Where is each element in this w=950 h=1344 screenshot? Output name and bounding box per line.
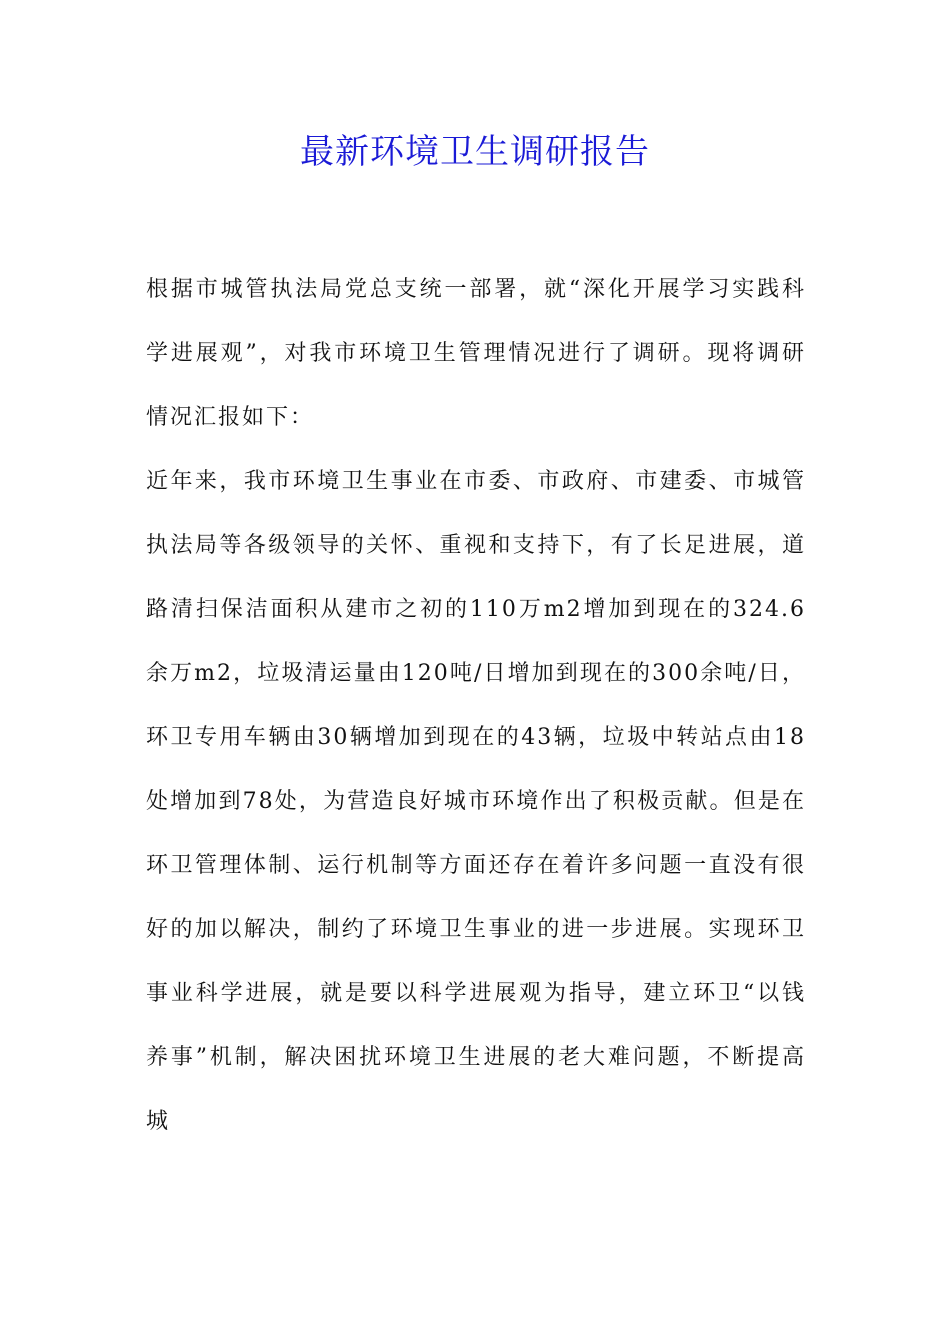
paragraph-main: 近年来，我市环境卫生事业在市委、市政府、市建委、市城管执法局等各级领导的关怀、重视和支持下，有了长足进展，道路清扫保洁面积从建市之初的110万m2增加到现在的324.6余万m2，垃圾清运量由120吨/日增加到现在的300余吨/日，环卫专用车辆由30辆增加到现在的43辆，垃圾中转站点由18处增加到78处，为营造良好城市环境作出了积极贡献。但是在环卫管理体制、运行机制等方面还存在着许多问题一直没有很好的加以解决，制约了环境卫生事业的进一步进展。实现环卫事业科学进展，就是要以科学进展观为指导，建立环卫“以钱养事”机制，解决困扰环境卫生进展的老大难问题，不断提高城: [146, 469, 806, 1134]
paragraph-intro: 根据市城管执法局党总支统一部署，就“深化开展学习实践科学进展观”，对我市环境卫生管理情况进行了调研。现将调研情况汇报如下：: [146, 277, 806, 430]
document-title: 最新环境卫生调研报告: [300, 132, 650, 172]
document-body: [146, 258, 806, 1154]
